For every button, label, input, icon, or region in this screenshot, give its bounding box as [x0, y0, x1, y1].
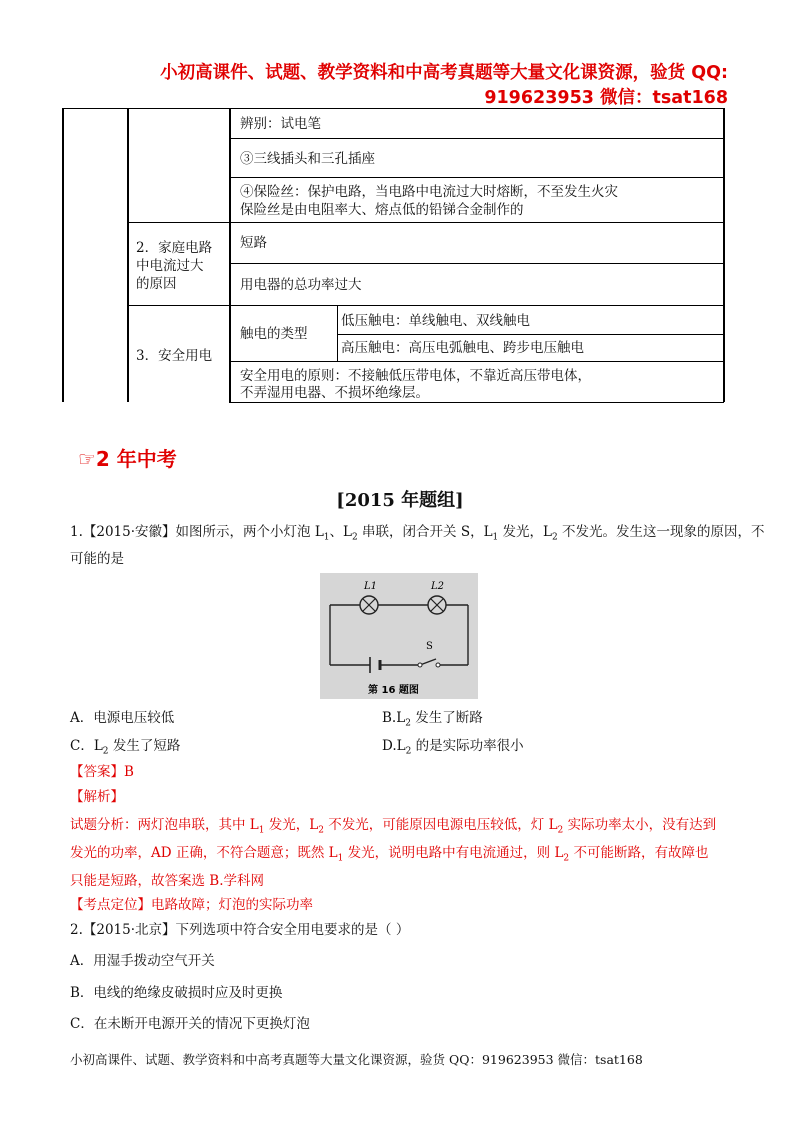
lamp-l1-icon — [360, 596, 378, 614]
figure-caption: 第 16 题图 — [368, 685, 419, 696]
cell-principle-1: 安全用电的原则：不接触低压带电体，不靠近高压带电体， — [240, 368, 591, 384]
header-line-2: 919623953 微信：tsat168 — [484, 88, 728, 108]
table-row-line — [229, 177, 724, 178]
table-right-border — [723, 108, 725, 402]
cell-low-voltage: 低压触电：单线触电、双线触电 — [341, 313, 530, 329]
q1-analysis-line-2: 发光的功率，AD 正确，不符合题意；既然 $L_1$ 发光，说明电路中有电流通过，则 $L_2$ 不可能断路，有故障也 — [70, 845, 709, 864]
q1-analysis-label: 【解析】 — [70, 789, 124, 805]
table-row-line — [229, 138, 724, 139]
q1-stem-line-2: 可能的是 — [70, 551, 124, 567]
q1-option-b: $B.L_2$ 发生了断路 — [382, 710, 483, 729]
lamp-l2-icon — [428, 596, 446, 614]
header-line-1: 小初高课件、试题、教学资料和中高考真题等大量文化课资源，验货 QQ: — [160, 63, 728, 83]
table-top-border — [62, 108, 724, 109]
cell-shock-type: 触电的类型 — [240, 326, 308, 342]
q2-option-a: A．用湿手拨动空气开关 — [70, 953, 215, 969]
battery-icon — [370, 657, 380, 673]
group-title: [2015 年题组] — [336, 490, 464, 511]
cell-plug: ③三线插头和三孔插座 — [240, 151, 375, 167]
cell-overload: 用电器的总功率过大 — [240, 277, 362, 293]
q1-option-d: $D.L_2$ 的是实际功率很小 — [382, 738, 524, 757]
q1-analysis-line-1: 试题分析：两灯泡串联，其中 $L_1$ 发光，$L_2$ 不发光，可能原因电源电压较低，灯 $L_2$ 实际功率太小，没有达到 — [70, 817, 717, 836]
cell-fuse-1: ④保险丝：保护电路，当电路中电流过大时熔断，不至发生火灾 — [240, 184, 618, 200]
cell-principle-2: 不弄湿用电器、不损坏绝缘层。 — [240, 385, 429, 401]
q1-analysis-line-3: 只能是短路，故答案选 B.学科网 — [70, 873, 265, 889]
table-col-divider-2 — [229, 108, 231, 402]
q2-option-b: B．电线的绝缘皮破损时应及时更换 — [70, 985, 283, 1001]
q1-option-c: C．$L_2$ 发生了短路 — [70, 738, 181, 757]
table-row-line — [127, 222, 724, 223]
cell-cause-title-2: 中电流过大 — [136, 258, 204, 274]
q2-option-c: C．在未断开电源开关的情况下更换灯泡 — [70, 1016, 310, 1032]
footer-watermark: 小初高课件、试题、教学资料和中高考真题等大量文化课资源，验货 QQ：919623953 微信：tsat168 — [70, 1052, 643, 1067]
label-l1: L1 — [364, 581, 378, 592]
cell-cause-title-3: 的原因 — [136, 276, 177, 292]
cell-identify: 辨别：试电笔 — [240, 116, 321, 132]
circuit-diagram — [320, 573, 478, 699]
section-title: ☞2 年中考 — [78, 447, 177, 471]
cell-fuse-2: 保险丝是由电阻率大、熔点低的铅锑合金制作的 — [240, 202, 524, 218]
table-bottom-border — [229, 402, 724, 403]
q1-stem-line-1: 1.【2015·安徽】如图所示，两个小灯泡 $L_1$、$L_2$ 串联，闭合开关 S，$L_1$ 发光，$L_2$ 不发光。发生这一现象的原因，不 — [70, 524, 765, 543]
q2-stem: 2.【2015·北京】下列选项中符合安全用电要求的是（ ） — [70, 922, 410, 938]
q1-point: 【考点定位】电路故障；灯泡的实际功率 — [70, 897, 313, 913]
circuit-figure — [320, 573, 478, 699]
q1-option-a: A．电源电压较低 — [70, 710, 175, 726]
table-col-divider-1 — [127, 108, 129, 402]
cell-safety-title: 3．安全用电 — [136, 348, 213, 364]
label-s: S — [426, 641, 433, 652]
table-left-border — [62, 108, 64, 402]
table-row-line — [229, 361, 724, 362]
label-l2: L2 — [431, 581, 445, 592]
cell-cause-title-1: 2．家庭电路 — [136, 240, 213, 256]
table-row-line — [337, 334, 724, 335]
table-row-line — [127, 305, 724, 306]
q1-answer: 【答案】B — [70, 764, 134, 780]
table-row-line — [229, 263, 724, 264]
switch-icon — [418, 663, 440, 667]
cell-short-circuit: 短路 — [240, 235, 267, 251]
cell-high-voltage: 高压触电：高压电弧触电、跨步电压触电 — [341, 340, 584, 356]
